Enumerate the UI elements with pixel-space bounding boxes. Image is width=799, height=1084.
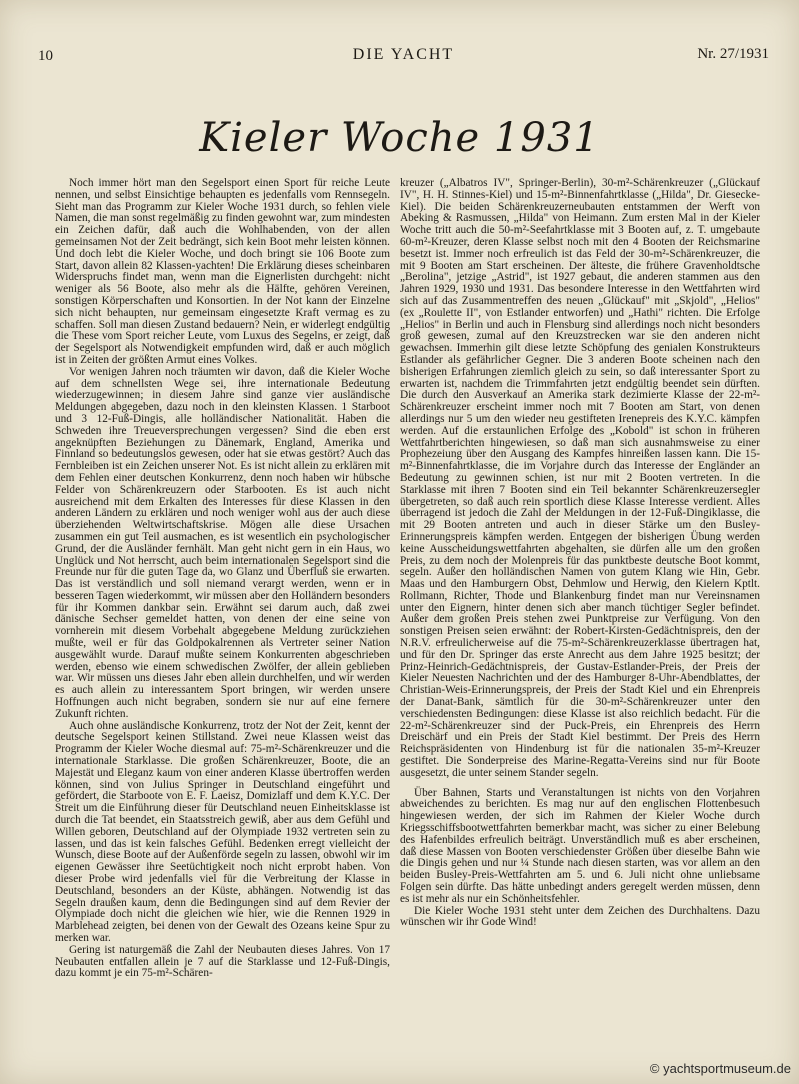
article-title: Kieler Woche 1931 <box>199 115 600 161</box>
right-column <box>400 178 760 929</box>
issue-number: Nr. 27/1931 <box>697 46 769 62</box>
paragraph: Vor wenigen Jahren noch träumten wir davon, daß die Kieler Woche auf dem schnellsten Wege sei, ihre internationale Bedeutung wiederzugewinnen; in diesem Jahre sind ganze vier ausländische Meldungen abgegeben, dazu noch in den kleinsten Klassen. 1 Starboot und 3 12-Fuß-Dingis, alle holländischer Nationalität. Haben die Schweden ihre Treueversprechungen vergessen? Sind die eben erst angeknüpften Beziehungen zu Dänemark, England, Amerika und Finnland so bedeutungslos gewesen, oder hat sie etwas gestört? Auch das Fernbleiben ist ein Zeichen unserer Not. Es ist nicht allein zu erklären mit dem Fehlen einer deutschen Konkurrenz, denn noch haben wir hübsche Felder von Schärenkreuzern oder Starbooten. Es ist auch nicht ausreichend mit dem Erkalten des Interesses für diese Klassen in den anderen Ländern zu erklären und noch weniger wohl aus der auch diese überziehenden Weltwirtschaftskrise. Mögen alle diese Ursachen zusammen ein gut Teil ausmachen, es ist wesentlich ein psychologischer Grund, der die Ausländer fernhält. Man geht nicht gern in ein Haus, wo Unglück und Not herrscht, auch beim internationalen Segelsport sind die Freunde nur für die guten Tage da, wo Glanz und Überfluß sie erwarten. Das ist verständlich und soll niemand verargt werden, wenn er in besseren Tagen wiederkommt, wir müssen aber den Holländern besonders für ihr Kommen dankbar sein. Erwähnt sei darum auch, daß zwei dänische Sechser gemeldet hatten, von denen der eine seine von vornherein mit diesem Vorbehalt abgegebene Meldung zurückziehen mußte, weil er für das Goldpokalrennen als Vertreter seiner Nation ausgewählt wurde. Darauf mußte seinem Konkurrenten abgeschrieben werden, ebenso wie einem schwedischen Zwölfer, der allein geblieben war. Wir müssen uns dieses Jahr eben allein durchhelfen, und wir werden es auch allein zu interessantem Sport bringen, wir werden unsere Hoffnungen auch nicht begraben, sondern sie nur auf eine fernere Zukunft richten. <box>55 365 390 720</box>
magazine-name: DIE YACHT <box>352 46 455 63</box>
paragraph: Gering ist naturgemäß die Zahl der Neubauten dieses Jahres. Von 17 Neubauten entfallen allein je 7 auf die Starklasse und 12-Fuß-Dingis, dazu kommt je ein 75-m²-Schären- <box>55 943 390 980</box>
paragraph: Über Bahnen, Starts und Veranstaltungen ist nichts von den Vorjahren abweichendes zu berichten. Es mag nur auf den englischen Flottenbesuch hingewiesen werden, der sich im Rahmen der Kieler Woche durch Kriegsschiffsbootwettfahrten bemerkbar macht, was sicher zu einer Belebung des Hafenbildes erfreulich beiträgt. Unverständlich muß es aber erscheinen, daß diese Massen von Booten verschiedenster Größen über dieselbe Bahn wie die Dingis gehen und nur ¼ Stunde nach diesen starten, was vor allem an den beiden Busley-Preis-Wettfahrten am 5. und 6. Juli nicht ohne unliebsame Folgen sein dürfte. Das hätte unbedingt anders geregelt werden müssen, denn es ist mehr als nur ein Schönheitsfehler. <box>400 786 760 905</box>
watermark: © yachtsportmuseum.de <box>649 1061 791 1076</box>
page-number: 10 <box>38 48 53 64</box>
left-column <box>55 178 390 980</box>
paragraph: Noch immer hört man den Segelsport einen Sport für reiche Leute nennen, und selbst Einsichtige behaupten es jedenfalls vom Rennsegeln. Sieht man das Programm zur Kieler Woche 1931 durch, so fehlen viele Namen, die man sonst regelmäßig zu finden gewohnt war, zum mindesten ein Zeichen dafür, daß auch die Wohlhabenden, von der allen gemeinsamen Not der Zeit bedrängt, sich kein Boot mehr leisten können. Und doch lebt die Kieler Woche, und doch bringt sie 106 Boote zum Start, davon allein 82 Klassen-yachten! Die Erklärung dieses scheinbaren Widerspruchs findet man, wenn man die Eignerlisten durchgeht: nicht weniger als 56 Boote, also mehr als die Hälfte, gehören Vereinen, sonstigen Körperschaften und Konsortien. In der Not kann der Einzelne sich nicht behaupten, nur gemeinsam eingesetzte Kraft vermag es zu schaffen. Soll man diesen Zustand bedauern? Nein, er widerlegt endgültig die These vom Sport reicher Leute, vom Luxus des Segelns, er zeigt, daß der Segelsport als Notwendigkeit empfunden wird, daß er auch möglich ist in Zeiten der größten Armut eines Volkes. <box>55 177 390 366</box>
paragraph: kreuzer („Albatros IV", Springer-Berlin), 30-m²-Schärenkreuzer („Glückauf IV", H. H. Stinnes-Kiel) und 15-m²-Binnenfahrtklasse („Hilda", Dr. Giesecke-Kiel). Die beiden Schärenkreuzerneubauten entstammen der Werft von Abeking & Rasmussen, „Hilda" von Heimann. Zum ersten Mal in der Kieler Woche tritt auch die 50-m²-Seefahrtklasse mit 3 Booten auf, z. T. umgebaute 60-m²-Kreuzer, deren Klasse selbst noch mit den 4 Booten der Reichsmarine besetzt ist. Immer noch erfreulich ist das Feld der 30-m²-Schärenkreuzer, die mit 9 Booten am Start erscheinen. Der älteste, die frühere Gravenholdtsche „Berolina", jetzige „Astrid", ist 1927 gebaut, die anderen stammen aus den Jahren 1929, 1930 und 1931. Das besondere Interesse in den Wettfahrten wird sich auf das Zusammentreffen des neuen „Glückauf" mit „Skjold", „Helios" (ex „Roulette II", von Estlander entworfen) und „Hathi" richten. Die Erfolge „Helios" in Berlin und auch in Flensburg sind allerdings noch nicht besonders groß gewesen, zumal auf den Kreuzstrecken war sie den anderen nicht gewachsen. Immerhin gilt diese letzte Schöpfung des genialen Konstrukteurs Estlander als gefährlicher Gegner. Die 3 anderen Boote scheinen nach den bisherigen Erfahrungen ziemlich gleich zu sein, so daß interessanter Sport zu erwarten ist, nachdem die Trimmfahrten jetzt endgültig beendet sein dürften. Die durch den Ausverkauf an Amerika stark dezimierte Klasse der 22-m²-Schärenkreuzer erscheint immer noch mit 7 Booten am Start, von denen allerdings nur 5 um den wieder neu gestifteten Irenepreis des K.Y.C. kämpfen werden. Auf die erstaunlichen Erfolge des „Kobold" ist schon in früheren Wettfahrtberichten hingewiesen, so daß man sich ausnahmsweise zu einer Prophezeiung über den Ausgang des Kampfes hinreißen lassen kann. Die 15-m²-Binnenfahrtklasse, die im Vorjahre durch das Interesse der Engländer an Bedeutung zu gewinnen schien, ist nur mit 2 Booten vertreten. In die Starklasse mit ihren 7 Booten sind ein Teil bekannter Schärenkreuzersegler übergetreten, so daß auch rein sportlich diese Klasse Interesse verdient. Alles überragend ist jedoch die Zahl der Meldungen in der 12-Fuß-Dingiklasse, die mit 29 Booten antreten und auch in dieser Stärke um den Busley-Erinnerungspreis kämpfen werden. Entgegen der bisherigen Übung werden keine Ausscheidungswettfahrten abgehalten, sie dürfen alle um den großen Preis, zu dem noch der Molenpreis für das punktbeste deutsche Boot kommt, segeln. Außer den holländischen Namen von gutem Klang wie Hin, Gebr. Maas und den Hamburgern Obst, Dehmlow und Herwig, den Kielern Kptlt. Rollmann, Richter, Thode und Blankenburg findet man nur Vereinsnamen unter den Eignern, hinter denen sich aber manch tüchtiger Segler befindet. Außer dem großen Preis stehen zwei Punktpreise zur Verfügung. Von den sonstigen Preisen seien erwähnt: der Robert-Kirsten-Gedächtnispreis, den der N.R.V. erfreulicherweise auf die 75-m²-Schärenkreuzerklasse übertragen hat, und für den Dr. Springer das erste Anrecht aus dem Jahre 1925 besitzt; der Prinz-Heinrich-Gedächtnispreis, der Gustav-Estlander-Preis, der Preis der Kieler Neuesten Nachrichten und der des Hamburger 8-Uhr-Abendblattes, der Christian-Weis-Erinnerungspreis, der Preis der Stadt Kiel und ein Ehrenpreis der Danat-Bank, sämtlich für die 30-m²-Schärenkreuzer unter den verschiedensten Bedingungen: diese Klasse ist also reichlich bedacht. Für die 22-m²-Schärenkreuzer sind der Puck-Preis, ein Ehrenpreis des Herrn Dreischärf und ein Preis der Stadt Kiel bestimmt. Der Preis des Herrn Reichspräsidenten von Hindenburg ist für die nationalen 35-m²-Kreuzer gestiftet. Die Sonderpreise des Marine-Regatta-Vereins sind nur für Boote ausgesetzt, die unter seinem Stander segeln. <box>400 177 760 779</box>
page-header <box>38 44 769 66</box>
paragraph: Die Kieler Woche 1931 steht unter dem Zeichen des Durchhaltens. Dazu wünschen wir ihr Gode Wind! <box>400 904 760 929</box>
paragraph: Auch ohne ausländische Konkurrenz, trotz der Not der Zeit, kennt der deutsche Segelsport keinen Stillstand. Zwei neue Klassen weist das Programm der Kieler Woche diesmal auf: 75-m²-Schärenkreuzer und die internationale Starklasse. Die großen Schärenkreuzer, Boote, die an Majestät und Eleganz kaum von einer anderen Klasse übertroffen werden können, sind von Julius Springer in Deutschland eingeführt und gefördert, die Starboote von E. F. Laeisz, Domizlaff und dem K.Y.C. Der Streit um die Einführung dieser für Deutschland neuen Einheitsklasse ist durch die Tat beendet, ein Staatsstreich gewiß, aber aus dem Gefühl und Willen geboren, Deutschland auf der Olympiade 1932 vertreten sein zu lassen, und das ist kein falsches Gefühl. Bedenken erregt vielleicht der Wunsch, diese Boote auf der Außenförde segeln zu lassen, obwohl wir im eigenen Gewässer ihre Seetüchtigkeit noch nicht erprobt haben. Von dieser Probe wird jedenfalls viel für die Verbreitung der Klasse in Deutschland, besonders an der Küste, abhängen. Notwendig ist das Segeln draußen kaum, denn die Bedingungen sind auf dem Revier der Olympiade doch nicht die gleichen wie hier, wie die Rennen 1929 in Marblehead zeigten, bei denen von der Gewalt des Ozeans keine Spur zu merken war. <box>55 719 390 944</box>
